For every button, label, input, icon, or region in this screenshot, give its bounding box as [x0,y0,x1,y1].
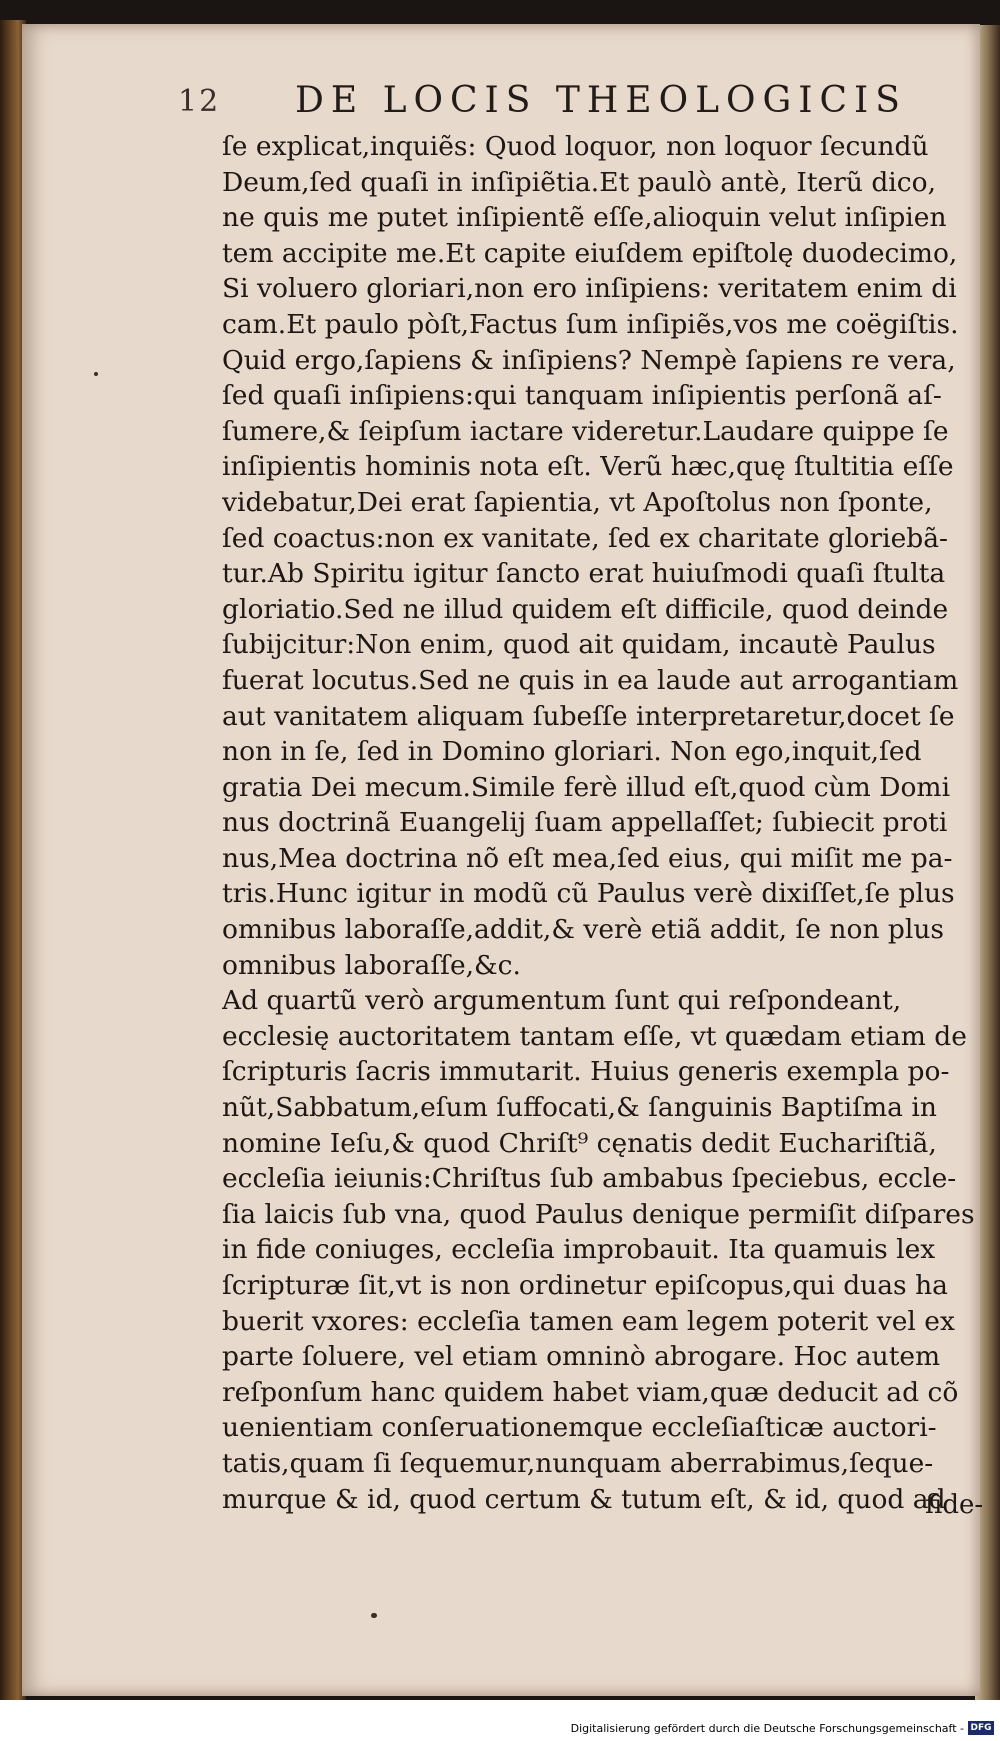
text-line: tatis,quam ſi ſequemur,nunquam aberrabimus,ſeque- [222,1447,934,1479]
text-line: nus doctrinã Euangelij ſuam appellaſſet; ſubiecit proti [222,807,948,839]
text-line: in fide coniuges, eccleſia improbauit. Ita quamuis lex [222,1234,936,1266]
text-line: murque & id, quod certum & tutum eſt, & id, quod ad [222,1483,946,1515]
text-line: parte ſoluere, vel etiam omninò abrogare. Hoc autem [222,1341,941,1373]
text-line: ſed quaſi inſipiens:qui tanquam inſipientis perſonã aſ- [222,380,942,412]
dfg-logo: DFG [968,1721,994,1735]
footer-credit: Digitalisierung gefördert durch die Deutsche Forschungsgemeinschaft - [570,1722,964,1735]
text-line: inſipientis hominis nota eſt. Verũ hæc,quę ſtultitia eſſe [222,451,954,483]
text-line: reſponſum hanc quidem habet viam,quæ deducit ad cõ [222,1376,959,1408]
text-line: ſcripturæ ſit,vt is non ordinetur epiſcopus,qui duas ha [222,1270,948,1301]
text-line: Si voluero gloriari,non ero inſipiens: veritatem enim di [222,273,957,305]
margin-mark [94,372,98,376]
text-line: omnibus laboraſſe,addit,& verè etiã addit, ſe non plus [222,914,945,946]
text-line: fuerat locutus.Sed ne quis in ea laude aut arrogantiam [222,664,959,696]
page-number: 12 [178,84,221,119]
text-line: ſubijcitur:Non enim, quod ait quidam, incautè Paulus [222,629,936,661]
text-line: nomine Ieſu,& quod Chriſt⁹ cęnatis dedit Euchariſtiã, [222,1127,937,1159]
text-line: non in ſe, ſed in Domino gloriari. Non ego,inquit,ſed [222,736,922,768]
text-line: ſumere,& ſeipſum iactare videretur.Laudare quippe ſe [222,415,949,447]
text-line: ſcripturis ſacris immutarit. Huius generis exempla po- [222,1056,950,1088]
text-line: nus,Mea doctrina nõ eſt mea,ſed eius, qui miſit me pa- [222,842,953,874]
text-line: aut vanitatem aliquam ſubeſſe interpretaretur,docet ſe [222,700,955,732]
running-head: DE LOCIS THEOLOGICIS [295,80,907,121]
text-line: Deum,ſed quaſi in inſipiẽtia.Et paulò antè, Iterũ dico, [222,166,936,198]
body-text [222,129,980,1517]
text-line: gratia Dei mecum.Simile ferè illud eſt,quod cùm Domi [222,771,951,803]
text-line: cam.Et paulo pòſt,Factus ſum inſipiẽs,vos me coëgiſtis. [222,308,959,340]
text-line: ſia laicis ſub vna, quod Paulus denique permiſit diſpares [222,1198,975,1230]
text-line: tem accipite me.Et capite eiuſdem epiſtolę duodecimo, [222,237,958,269]
text-line: ſed coactus:non ex vanitate, ſed ex charitate gloriebã- [222,522,948,554]
text-line: tris.Hunc igitur in modũ cũ Paulus verè dixiſſet,ſe plus [222,878,955,910]
text-line: gloriatio.Sed ne illud quidem eſt difficile, quod deinde [222,593,949,625]
text-line: uenientiam conſeruationemque eccleſiaſticæ auctori- [222,1412,937,1444]
text-line: ecclesię auctoritatem tantam eſſe, vt quædam etiam de [222,1020,967,1052]
text-line: Quid ergo,ſapiens & inſipiens? Nempè ſapiens re vera, [222,344,956,376]
text-line: omnibus laboraſſe,&c. [222,949,521,981]
text-line: ne quis me putet inſipientẽ eſſe,alioquin velut inſipien [222,202,947,234]
text-line: tur.Ab Spiritu igitur ſancto erat huiuſmodi quaſi ſtulta [222,558,946,590]
page-spot [371,1613,377,1618]
text-line: ſe explicat,inquiẽs: Quod loquor, non loquor ſecundũ [222,131,929,162]
text-line: videbatur,Dei erat ſapientia, vt Apoſtolus non ſponte, [222,486,933,518]
text-line: nũt,Sabbatum,eſum ſuffocati,& ſanguinis Baptiſma in [222,1092,937,1124]
text-line: buerit vxores: eccleſia tamen eam legem poterit vel ex [222,1305,955,1337]
catchword: fide- [925,1490,984,1520]
text-line: eccleſia ieiunis:Chriſtus ſub ambabus ſpeciebus, eccle- [222,1163,957,1195]
text-line: Ad quartũ verò argumentum ſunt qui reſpondeant, [222,985,902,1017]
